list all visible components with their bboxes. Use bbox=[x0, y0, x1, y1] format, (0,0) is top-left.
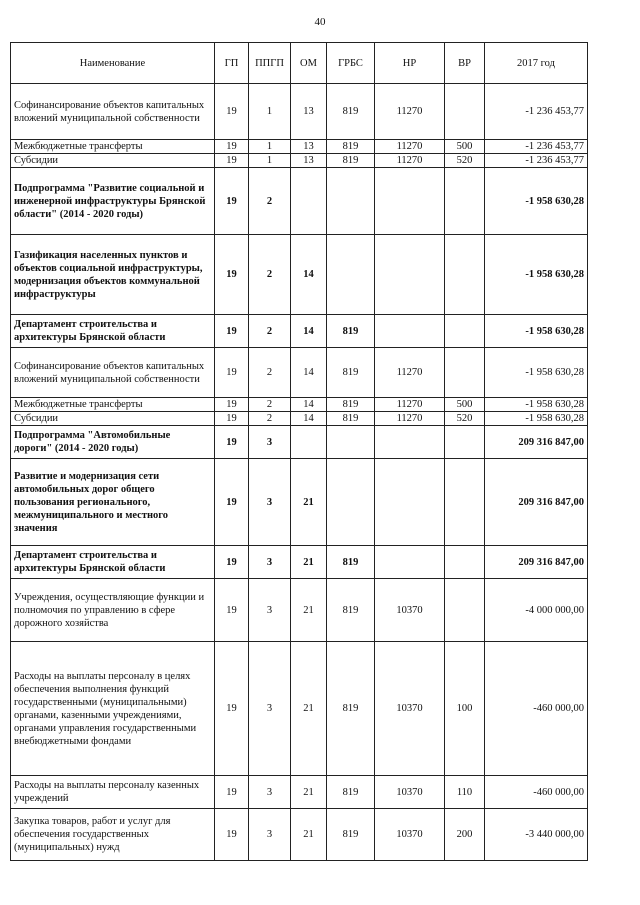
row-ppgp: 2 bbox=[249, 398, 291, 412]
row-grbs: 819 bbox=[327, 412, 375, 426]
row-nr: 10370 bbox=[375, 642, 445, 776]
row-amount: 209 316 847,00 bbox=[485, 459, 588, 546]
row-grbs: 819 bbox=[327, 140, 375, 154]
row-name: Подпрограмма "Развитие социальной и инженерной инфраструктуры Брянской области" (2014 - 2020 годы) bbox=[11, 168, 215, 235]
row-grbs bbox=[327, 235, 375, 315]
row-gp: 19 bbox=[215, 412, 249, 426]
row-ppgp: 2 bbox=[249, 348, 291, 398]
row-name: Расходы на выплаты персоналу казенных учреждений bbox=[11, 776, 215, 809]
row-om: 14 bbox=[291, 412, 327, 426]
row-gp: 19 bbox=[215, 579, 249, 642]
row-om bbox=[291, 168, 327, 235]
row-gp: 19 bbox=[215, 398, 249, 412]
row-gp: 19 bbox=[215, 154, 249, 168]
row-name: Закупка товаров, работ и услуг для обеспечения государственных (муниципальных) нужд bbox=[11, 809, 215, 861]
table-row bbox=[11, 348, 588, 398]
table-row bbox=[11, 154, 588, 168]
row-grbs: 819 bbox=[327, 398, 375, 412]
row-vr: 520 bbox=[445, 154, 485, 168]
row-gp: 19 bbox=[215, 546, 249, 579]
table-row bbox=[11, 426, 588, 459]
row-vr bbox=[445, 348, 485, 398]
row-ppgp: 3 bbox=[249, 642, 291, 776]
budget-table bbox=[10, 42, 588, 861]
row-om: 14 bbox=[291, 348, 327, 398]
row-name: Софинансирование объектов капитальных вложений муниципальной собственности bbox=[11, 348, 215, 398]
row-nr: 11270 bbox=[375, 348, 445, 398]
row-grbs: 819 bbox=[327, 642, 375, 776]
table-header-row bbox=[11, 43, 588, 84]
row-vr bbox=[445, 546, 485, 579]
row-grbs: 819 bbox=[327, 809, 375, 861]
row-om: 21 bbox=[291, 809, 327, 861]
table-row bbox=[11, 546, 588, 579]
row-gp: 19 bbox=[215, 140, 249, 154]
row-ppgp: 2 bbox=[249, 235, 291, 315]
row-amount: -1 236 453,77 bbox=[485, 140, 588, 154]
row-ppgp: 1 bbox=[249, 140, 291, 154]
row-om: 14 bbox=[291, 398, 327, 412]
row-om: 21 bbox=[291, 546, 327, 579]
row-nr: 11270 bbox=[375, 84, 445, 140]
table-row bbox=[11, 84, 588, 140]
row-om bbox=[291, 426, 327, 459]
row-vr: 520 bbox=[445, 412, 485, 426]
row-vr bbox=[445, 459, 485, 546]
header-vr: ВР bbox=[445, 43, 485, 84]
row-vr bbox=[445, 168, 485, 235]
row-amount: -1 958 630,28 bbox=[485, 348, 588, 398]
row-nr: 11270 bbox=[375, 140, 445, 154]
row-om: 13 bbox=[291, 154, 327, 168]
row-name: Учреждения, осуществляющие функции и полномочия по управлению в сфере дорожного хозяйства bbox=[11, 579, 215, 642]
row-amount: -1 958 630,28 bbox=[485, 315, 588, 348]
row-amount: -460 000,00 bbox=[485, 642, 588, 776]
table-row bbox=[11, 235, 588, 315]
row-name: Межбюджетные трансферты bbox=[11, 140, 215, 154]
row-nr: 11270 bbox=[375, 412, 445, 426]
table-row bbox=[11, 315, 588, 348]
row-grbs: 819 bbox=[327, 315, 375, 348]
row-name: Развитие и модернизация сети автомобильных дорог общего пользования регионального, межмуниципального и местного значения bbox=[11, 459, 215, 546]
row-name: Расходы на выплаты персоналу в целях обеспечения выполнения функций государственными (муниципальными) органами, казенными учреждениями, органами управления государственными внебюджетными фондами bbox=[11, 642, 215, 776]
row-vr bbox=[445, 235, 485, 315]
row-vr bbox=[445, 315, 485, 348]
row-om: 21 bbox=[291, 776, 327, 809]
row-ppgp: 2 bbox=[249, 412, 291, 426]
row-name: Департамент строительства и архитектуры Брянской области bbox=[11, 546, 215, 579]
page-number: 40 bbox=[314, 16, 326, 28]
table-row bbox=[11, 809, 588, 861]
row-ppgp: 2 bbox=[249, 168, 291, 235]
row-ppgp: 3 bbox=[249, 546, 291, 579]
row-vr: 200 bbox=[445, 809, 485, 861]
header-name: Наименование bbox=[11, 43, 215, 84]
table-row bbox=[11, 398, 588, 412]
row-ppgp: 3 bbox=[249, 426, 291, 459]
row-vr bbox=[445, 426, 485, 459]
table-row bbox=[11, 579, 588, 642]
row-ppgp: 3 bbox=[249, 776, 291, 809]
row-grbs: 819 bbox=[327, 546, 375, 579]
row-nr: 11270 bbox=[375, 154, 445, 168]
row-ppgp: 3 bbox=[249, 579, 291, 642]
table-row bbox=[11, 140, 588, 154]
row-grbs: 819 bbox=[327, 348, 375, 398]
row-om: 13 bbox=[291, 140, 327, 154]
header-ppgp: ППГП bbox=[249, 43, 291, 84]
row-om: 21 bbox=[291, 579, 327, 642]
row-gp: 19 bbox=[215, 235, 249, 315]
row-nr bbox=[375, 546, 445, 579]
row-vr bbox=[445, 579, 485, 642]
table-row bbox=[11, 459, 588, 546]
header-gp: ГП bbox=[215, 43, 249, 84]
row-amount: -1 958 630,28 bbox=[485, 412, 588, 426]
row-nr: 10370 bbox=[375, 579, 445, 642]
row-nr: 10370 bbox=[375, 776, 445, 809]
row-om: 21 bbox=[291, 459, 327, 546]
row-amount: -460 000,00 bbox=[485, 776, 588, 809]
row-amount: -1 958 630,28 bbox=[485, 398, 588, 412]
table-row bbox=[11, 642, 588, 776]
row-gp: 19 bbox=[215, 776, 249, 809]
row-amount: -1 236 453,77 bbox=[485, 84, 588, 140]
row-vr: 500 bbox=[445, 140, 485, 154]
row-gp: 19 bbox=[215, 315, 249, 348]
row-amount: -1 958 630,28 bbox=[485, 235, 588, 315]
row-name: Департамент строительства и архитектуры Брянской области bbox=[11, 315, 215, 348]
row-nr bbox=[375, 426, 445, 459]
row-nr bbox=[375, 315, 445, 348]
row-grbs: 819 bbox=[327, 84, 375, 140]
row-vr: 100 bbox=[445, 642, 485, 776]
table-row bbox=[11, 776, 588, 809]
row-gp: 19 bbox=[215, 84, 249, 140]
row-vr bbox=[445, 84, 485, 140]
header-om: ОМ bbox=[291, 43, 327, 84]
row-grbs: 819 bbox=[327, 154, 375, 168]
header-year: 2017 год bbox=[485, 43, 588, 84]
row-name: Межбюджетные трансферты bbox=[11, 398, 215, 412]
row-gp: 19 bbox=[215, 168, 249, 235]
row-nr bbox=[375, 168, 445, 235]
row-gp: 19 bbox=[215, 642, 249, 776]
row-grbs bbox=[327, 426, 375, 459]
row-om: 21 bbox=[291, 642, 327, 776]
row-nr: 10370 bbox=[375, 809, 445, 861]
row-name: Субсидии bbox=[11, 412, 215, 426]
row-name: Газификация населенных пунктов и объектов социальной инфраструктуры, модернизация объектов коммунальной инфраструктуры bbox=[11, 235, 215, 315]
row-ppgp: 1 bbox=[249, 154, 291, 168]
row-nr: 11270 bbox=[375, 398, 445, 412]
row-ppgp: 3 bbox=[249, 809, 291, 861]
row-vr: 110 bbox=[445, 776, 485, 809]
row-vr: 500 bbox=[445, 398, 485, 412]
row-grbs bbox=[327, 168, 375, 235]
row-om: 13 bbox=[291, 84, 327, 140]
row-name: Подпрограмма "Автомобильные дороги" (2014 - 2020 годы) bbox=[11, 426, 215, 459]
row-grbs: 819 bbox=[327, 579, 375, 642]
row-amount: -1 958 630,28 bbox=[485, 168, 588, 235]
row-gp: 19 bbox=[215, 426, 249, 459]
row-nr bbox=[375, 235, 445, 315]
row-amount: 209 316 847,00 bbox=[485, 546, 588, 579]
row-amount: -3 440 000,00 bbox=[485, 809, 588, 861]
row-grbs: 819 bbox=[327, 776, 375, 809]
row-gp: 19 bbox=[215, 348, 249, 398]
row-name: Софинансирование объектов капитальных вложений муниципальной собственности bbox=[11, 84, 215, 140]
table-row bbox=[11, 412, 588, 426]
row-ppgp: 1 bbox=[249, 84, 291, 140]
row-gp: 19 bbox=[215, 459, 249, 546]
row-amount: -4 000 000,00 bbox=[485, 579, 588, 642]
row-name: Субсидии bbox=[11, 154, 215, 168]
header-grbs: ГРБС bbox=[327, 43, 375, 84]
row-amount: 209 316 847,00 bbox=[485, 426, 588, 459]
row-ppgp: 3 bbox=[249, 459, 291, 546]
row-amount: -1 236 453,77 bbox=[485, 154, 588, 168]
row-ppgp: 2 bbox=[249, 315, 291, 348]
header-nr: НР bbox=[375, 43, 445, 84]
row-nr bbox=[375, 459, 445, 546]
row-gp: 19 bbox=[215, 809, 249, 861]
row-om: 14 bbox=[291, 235, 327, 315]
table-row bbox=[11, 168, 588, 235]
row-grbs bbox=[327, 459, 375, 546]
row-om: 14 bbox=[291, 315, 327, 348]
